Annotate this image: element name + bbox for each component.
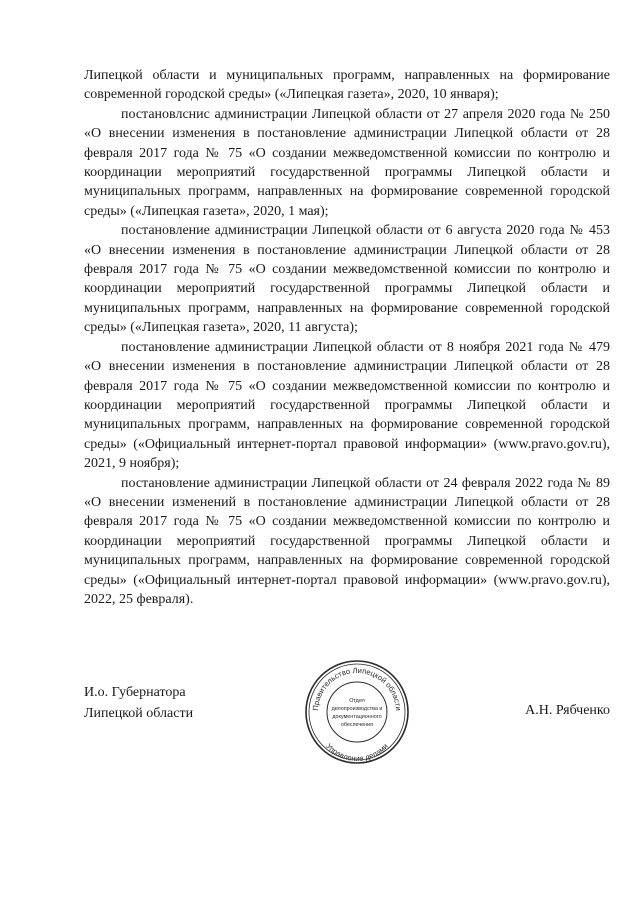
stamp-inner-line-1: Отдел xyxy=(349,698,365,704)
stamp-outer-text-top: Правительство Липецкой области xyxy=(310,665,404,712)
paragraph-resolution-89: постановление администрации Липецкой области от 24 февраля 2022 года № 89 «О внесении изменений в постановление администрации Липецкой области от 28 февраля 2017 года № 75 «О создании межведомственной комиссии по контролю и координации мероприятий государственной программы Липецкой области и муниципальных программ, направленных на формирование современной городской среды» («Официальный интернет-портал правовой информации» (www.pravo.gov.ru), 2022, 25 февраля). xyxy=(84,475,610,607)
document-body xyxy=(84,66,610,609)
paragraph-resolution-250: постановлснис администрации Липецкой области от 27 апреля 2020 года № 250 «О внесении изменения в постановление администрации Липецкой области от 28 февраля 2017 года № 75 «О создании межведомственной комиссии по контролю и координации мероприятий государственной программы Липецкой области и муниципальных программ, направленных на формирование современной городской среды» («Липецкая газета», 2020, 1 мая); xyxy=(84,106,610,219)
stamp-seal xyxy=(303,658,411,766)
stamp-outer-text-bottom: Управление делами xyxy=(324,741,390,764)
stamp-inner-line-2: делопроизводства и xyxy=(331,706,383,712)
signatory-title-line2: Липецкой области xyxy=(84,706,194,721)
paragraph-resolution-479: постановление администрации Липецкой области от 8 ноября 2021 года № 479 «О внесении изменения в постановление администрации Липецкой области от 28 февраля 2017 года № 75 «О создании межведомственной комиссии по контролю и координации мероприятий государственной программы Липецкой области и муниципальных программ, направленных на формирование современной городской среды» («Официальный интернет-портал правовой информации» (www.pravo.gov.ru), 2021, 9 ноября); xyxy=(84,339,610,472)
paragraph-continuation: Липецкой области и муниципальных программ, направленных на формирование современной городской среды» («Липецкая газета», 2020, 10 января); xyxy=(84,68,610,103)
official-stamp xyxy=(303,658,411,766)
signatory-title-line1: И.о. Губернатора xyxy=(84,685,186,700)
signatory-title xyxy=(84,682,193,724)
stamp-inner-line-3: документационного xyxy=(332,714,382,720)
signatory-name: А.Н. Рябченко xyxy=(525,703,610,718)
stamp-inner-line-4: обеспечения xyxy=(340,722,374,728)
paragraph-resolution-453: постановление администрации Липецкой области от 6 августа 2020 года № 453 «О внесении изменения в постановление администрации Липецкой области от 28 февраля 2017 года № 75 «О создании межведомственной комиссии по контролю и координации мероприятий государственной программы Липецкой области и муниципальных программ, направленных на формирование современной городской среды» («Липецкая газета», 2020, 11 августа); xyxy=(84,223,610,336)
